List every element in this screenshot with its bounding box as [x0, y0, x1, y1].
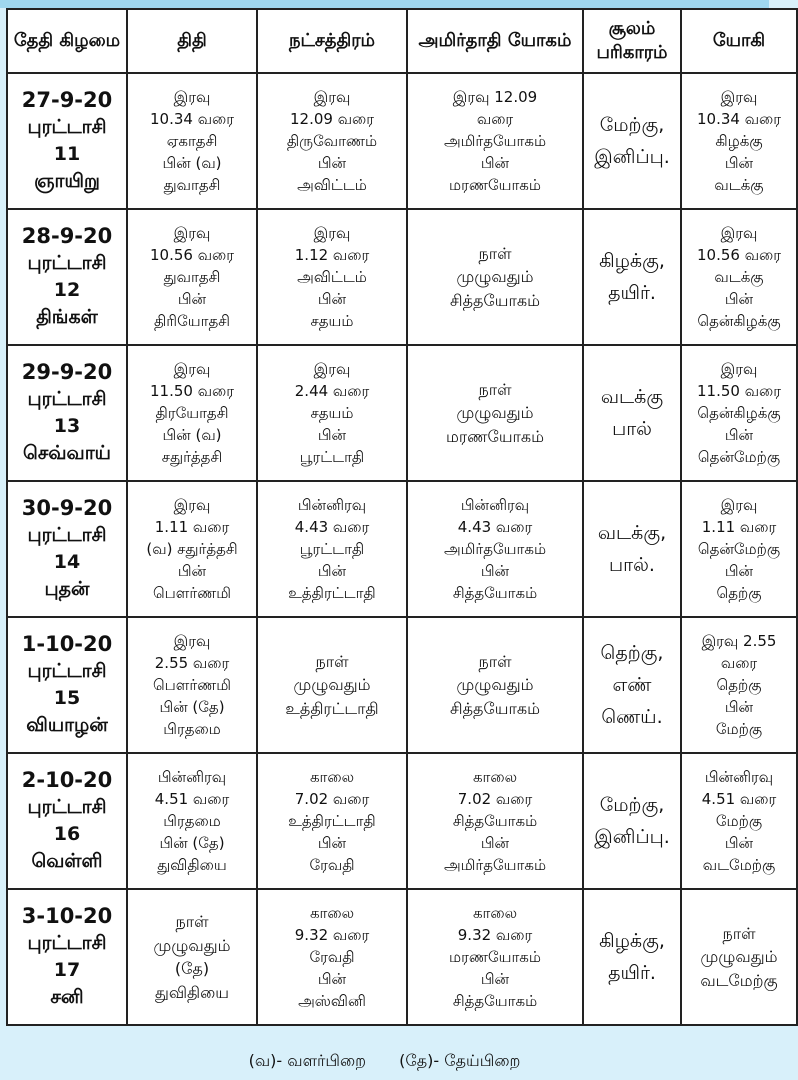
- nakshatram-cell-line: நாள்: [315, 651, 349, 671]
- yogi-cell-line: பின்னிரவு: [704, 768, 774, 786]
- thithi-cell-line: பிரதமை: [163, 720, 221, 738]
- yogam-cell: [407, 73, 583, 209]
- table-row: [7, 617, 797, 753]
- panchangam-table-container: [6, 8, 781, 1042]
- date-cell-line: புரட்டாசி: [27, 252, 107, 274]
- yogam-cell-line: பின்: [480, 154, 510, 172]
- yogi-cell: [681, 889, 797, 1025]
- thithi-cell-line: திரயோதசி: [155, 404, 229, 422]
- thithi-cell-line: திரியோதசி: [154, 312, 230, 330]
- yogam-cell-line: முழுவதும்: [456, 403, 534, 423]
- yogi-cell-line: பின்: [724, 698, 754, 716]
- yogam-cell-line: சித்தயோகம்: [452, 584, 538, 602]
- yogam-cell-line: சித்தயோகம்: [452, 992, 538, 1010]
- date-cell-line: வியாழன்: [26, 714, 108, 736]
- date-cell-line: புரட்டாசி: [27, 932, 107, 954]
- date-cell-line: 11: [53, 143, 81, 165]
- yogi-cell-line: 1.11 வரை: [701, 518, 777, 536]
- thithi-cell-line: இரவு: [173, 632, 211, 650]
- yogi-cell-line: பின்: [724, 562, 754, 580]
- table-row: [7, 345, 797, 481]
- date-cell: [7, 73, 127, 209]
- yogi-cell-line: பின்: [724, 290, 754, 308]
- nakshatram-cell-line: இரவு: [313, 360, 351, 378]
- nakshatram-cell: [257, 617, 407, 753]
- date-cell-line: வெள்ளி: [31, 850, 103, 872]
- nakshatram-cell-line: அவிட்டம்: [297, 268, 367, 286]
- thithi-cell-line: இரவு: [173, 88, 211, 106]
- date-cell-line: 15: [53, 687, 81, 709]
- yogi-cell-line: வடக்கு: [714, 268, 764, 286]
- nakshatram-cell: [257, 209, 407, 345]
- sulam-cell-line: தயிர்.: [608, 962, 656, 984]
- thithi-cell-line: இரவு: [173, 360, 211, 378]
- yogi-cell: [681, 209, 797, 345]
- nakshatram-cell-line: அஸ்வினி: [298, 992, 366, 1010]
- thithi-cell-line: 10.34 வரை: [149, 110, 234, 128]
- yogi-cell-line: கிழக்கு: [715, 132, 763, 150]
- sulam-cell-line: இனிப்பு.: [594, 146, 670, 168]
- date-cell-line: 29-9-20: [21, 360, 113, 384]
- date-cell-line: 3-10-20: [21, 904, 113, 928]
- yogam-cell: [407, 617, 583, 753]
- thithi-cell-line: பின்: [177, 290, 207, 308]
- thithi-cell: [127, 753, 257, 889]
- thithi-cell-line: 1.11 வரை: [154, 518, 230, 536]
- table-row: [7, 481, 797, 617]
- date-cell-line: புரட்டாசி: [27, 116, 107, 138]
- nakshatram-cell-line: 4.43 வரை: [294, 518, 370, 536]
- yogam-cell-line: பின்: [480, 562, 510, 580]
- sulam-cell-line: இனிப்பு.: [594, 826, 670, 848]
- sulam-cell-line: எண்: [612, 674, 652, 696]
- table-row: [7, 753, 797, 889]
- sulam-cell: [583, 617, 681, 753]
- yogi-cell-line: இரவு: [720, 224, 758, 242]
- thithi-cell-line: 4.51 வரை: [154, 790, 230, 808]
- thithi-cell-line: பின் (தே): [159, 698, 225, 716]
- nakshatram-cell: [257, 753, 407, 889]
- thithi-cell-line: துவிதியை: [154, 982, 230, 1002]
- nakshatram-cell-line: 1.12 வரை: [294, 246, 370, 264]
- yogam-cell-line: காலை: [472, 768, 518, 786]
- table-body: [7, 73, 797, 1025]
- yogi-cell-line: மேற்கு: [715, 812, 763, 830]
- date-cell-line: 30-9-20: [21, 496, 113, 520]
- date-cell-line: புரட்டாசி: [27, 660, 107, 682]
- date-cell-line: 16: [53, 823, 81, 845]
- thithi-cell: [127, 345, 257, 481]
- yogi-cell-line: பின்: [724, 834, 754, 852]
- nakshatram-cell-line: பின்: [317, 562, 347, 580]
- yogam-cell-line: மரணயோகம்: [445, 426, 545, 446]
- date-cell: [7, 889, 127, 1025]
- date-cell-line: 28-9-20: [21, 224, 113, 248]
- yogi-cell-line: வரை: [720, 654, 758, 672]
- yogi-cell-line: தென்கிழக்கு: [697, 404, 781, 422]
- yogam-cell-line: இரவு 12.09: [452, 88, 538, 106]
- nakshatram-cell-line: சதயம்: [310, 312, 354, 330]
- yogam-cell-line: நாள்: [478, 243, 512, 263]
- yogi-cell-line: 11.50 வரை: [696, 382, 781, 400]
- yogi-cell-line: தெற்கு: [716, 676, 762, 694]
- yogam-cell-line: 4.43 வரை: [457, 518, 533, 536]
- sulam-cell: [583, 481, 681, 617]
- yogi-cell-line: வடக்கு: [714, 176, 764, 194]
- thithi-cell-line: பௌர்ணமி: [152, 584, 232, 602]
- yogi-cell-line: வடமேற்கு: [700, 970, 778, 990]
- yogam-cell-line: சித்தயோகம்: [450, 290, 540, 310]
- date-cell: [7, 617, 127, 753]
- thithi-cell: [127, 73, 257, 209]
- nakshatram-cell-line: காலை: [309, 904, 355, 922]
- sulam-cell-line: கிழக்கு,: [599, 930, 665, 952]
- date-cell-line: 1-10-20: [21, 632, 113, 656]
- yogi-cell-line: இரவு: [720, 88, 758, 106]
- yogam-cell-line: முழுவதும்: [456, 267, 534, 287]
- date-cell-line: புரட்டாசி: [27, 796, 107, 818]
- nakshatram-cell-line: உத்திரட்டாதி: [285, 698, 379, 718]
- date-cell-line: புரட்டாசி: [27, 524, 107, 546]
- nakshatram-cell-line: முழுவதும்: [293, 675, 371, 695]
- sulam-cell: [583, 889, 681, 1025]
- sulam-cell-line: வடக்கு,: [597, 522, 667, 544]
- yogam-cell-line: அமிர்தயோகம்: [443, 540, 547, 558]
- yogi-cell-line: நாள்: [722, 923, 756, 943]
- thithi-cell-line: முழுவதும்: [153, 935, 231, 955]
- date-cell-line: 2-10-20: [21, 768, 113, 792]
- yogam-cell: [407, 209, 583, 345]
- header-yogam: அமிர்தாதி யோகம்: [407, 9, 583, 73]
- nakshatram-cell: [257, 73, 407, 209]
- nakshatram-cell-line: பின்: [317, 154, 347, 172]
- legend-theipirai: (தே)- தேய்பிறை: [399, 1051, 521, 1070]
- table-row: [7, 73, 797, 209]
- thithi-cell-line: துவாதசி: [163, 176, 221, 194]
- date-cell-line: 14: [53, 551, 81, 573]
- yogam-cell-line: மரணயோகம்: [449, 948, 541, 966]
- date-cell-line: 17: [53, 959, 81, 981]
- yogam-cell-line: நாள்: [478, 651, 512, 671]
- nakshatram-cell-line: ரேவதி: [309, 856, 355, 874]
- header-sulam: சூலம் பரிகாரம்: [583, 9, 681, 73]
- yogi-cell-line: இரவு 2.55: [701, 632, 777, 650]
- legend-valarpirai: (வ)- வளர்பிறை: [248, 1051, 367, 1070]
- date-cell-line: 12: [53, 279, 81, 301]
- thithi-cell-line: துவிதியை: [157, 856, 227, 874]
- nakshatram-cell-line: பின்: [317, 970, 347, 988]
- nakshatram-cell-line: காலை: [309, 768, 355, 786]
- yogi-cell: [681, 481, 797, 617]
- panchangam-table: [6, 8, 798, 1026]
- nakshatram-cell-line: உத்திரட்டாதி: [288, 812, 376, 830]
- yogi-cell-line: தென்மேற்கு: [697, 448, 781, 466]
- yogam-cell-line: நாள்: [478, 379, 512, 399]
- yogam-cell-line: அமிர்தயோகம்: [443, 132, 547, 150]
- nakshatram-cell-line: ரேவதி: [309, 948, 355, 966]
- date-cell-line: 27-9-20: [21, 88, 113, 112]
- thithi-cell: [127, 889, 257, 1025]
- thithi-cell-line: பின்னிரவு: [157, 768, 227, 786]
- sulam-cell-line: மேற்கு,: [599, 794, 665, 816]
- thithi-cell-line: (வ) சதுர்த்தசி: [146, 540, 238, 558]
- yogi-cell-line: இரவு: [720, 496, 758, 514]
- yogi-cell-line: பின்: [724, 154, 754, 172]
- top-band: [0, 0, 769, 8]
- header-thithi: திதி: [127, 9, 257, 73]
- thithi-cell-line: சதுர்த்தசி: [161, 448, 223, 466]
- yogi-cell-line: தென்கிழக்கு: [697, 312, 781, 330]
- sulam-cell-line: கிழக்கு,: [599, 250, 665, 272]
- date-cell: [7, 753, 127, 889]
- thithi-cell-line: பௌர்ணமி: [152, 676, 232, 694]
- thithi-cell: [127, 209, 257, 345]
- thithi-cell-line: ஏகாதசி: [166, 132, 218, 150]
- nakshatram-cell-line: பின்: [317, 834, 347, 852]
- yogam-cell-line: 9.32 வரை: [457, 926, 533, 944]
- yogam-cell-line: அமிர்தயோகம்: [443, 856, 547, 874]
- thithi-cell-line: இரவு: [173, 496, 211, 514]
- sulam-cell-line: பால்: [612, 418, 652, 440]
- sulam-cell-line: பால்.: [609, 554, 655, 576]
- nakshatram-cell-line: பின்: [317, 426, 347, 444]
- nakshatram-cell-line: பூரட்டாதி: [299, 540, 365, 558]
- yogam-cell-line: பின்: [480, 970, 510, 988]
- nakshatram-cell-line: 9.32 வரை: [294, 926, 370, 944]
- nakshatram-cell-line: இரவு: [313, 88, 351, 106]
- header-nakshatram: நட்சத்திரம்: [257, 9, 407, 73]
- yogi-cell-line: தெற்கு: [716, 584, 762, 602]
- nakshatram-cell: [257, 481, 407, 617]
- header-date: தேதி கிழமை: [7, 9, 127, 73]
- yogam-cell-line: சித்தயோகம்: [450, 698, 540, 718]
- nakshatram-cell-line: பூரட்டாதி: [299, 448, 365, 466]
- yogi-cell-line: முழுவதும்: [700, 947, 778, 967]
- nakshatram-cell-line: திருவோணம்: [286, 132, 378, 150]
- sulam-cell-line: தெற்கு,: [600, 642, 664, 664]
- thithi-cell-line: நாள்: [175, 912, 209, 931]
- thithi-cell-line: 10.56 வரை: [149, 246, 234, 264]
- sulam-cell-line: வடக்கு: [600, 386, 664, 408]
- yogi-cell-line: 10.56 வரை: [696, 246, 781, 264]
- legend-footer: [0, 1042, 769, 1080]
- table-row: [7, 889, 797, 1025]
- yogi-cell: [681, 73, 797, 209]
- yogam-cell: [407, 345, 583, 481]
- date-cell-line: 13: [53, 415, 81, 437]
- date-cell-line: ஞாயிறு: [34, 170, 100, 192]
- thithi-cell-line: 2.55 வரை: [154, 654, 230, 672]
- thithi-cell-line: பின்: [177, 562, 207, 580]
- yogam-cell: [407, 889, 583, 1025]
- yogam-cell-line: சித்தயோகம்: [452, 812, 538, 830]
- yogi-cell-line: தென்மேற்கு: [697, 540, 781, 558]
- yogi-cell-line: இரவு: [720, 360, 758, 378]
- date-cell: [7, 345, 127, 481]
- yogam-cell: [407, 481, 583, 617]
- yogam-cell-line: வரை: [476, 110, 514, 128]
- yogi-cell: [681, 345, 797, 481]
- date-cell: [7, 481, 127, 617]
- header-yogi: யோகி: [681, 9, 797, 73]
- yogam-cell-line: 7.02 வரை: [457, 790, 533, 808]
- date-cell-line: புதன்: [44, 578, 90, 600]
- nakshatram-cell-line: உத்திரட்டாதி: [288, 584, 376, 602]
- nakshatram-cell-line: அவிட்டம்: [297, 176, 367, 194]
- header-row: [7, 9, 797, 73]
- yogam-cell-line: பின்னிரவு: [460, 496, 530, 514]
- yogi-cell-line: 4.51 வரை: [701, 790, 777, 808]
- thithi-cell: [127, 617, 257, 753]
- yogi-cell-line: வடமேற்கு: [702, 856, 776, 874]
- sulam-cell-line: ணெய்.: [601, 706, 663, 728]
- thithi-cell-line: பின் (வ): [162, 426, 222, 444]
- nakshatram-cell-line: பின்னிரவு: [297, 496, 367, 514]
- sulam-cell-line: தயிர்.: [608, 282, 656, 304]
- yogi-cell-line: மேற்கு: [715, 720, 763, 738]
- thithi-cell-line: பின் (தே): [159, 834, 225, 852]
- date-cell-line: புரட்டாசி: [27, 388, 107, 410]
- nakshatram-cell-line: இரவு: [313, 224, 351, 242]
- yogam-cell-line: மரணயோகம்: [449, 176, 541, 194]
- sulam-cell: [583, 209, 681, 345]
- thithi-cell-line: துவாதசி: [163, 268, 221, 286]
- thithi-cell-line: 11.50 வரை: [149, 382, 234, 400]
- thithi-cell-line: இரவு: [173, 224, 211, 242]
- thithi-cell: [127, 481, 257, 617]
- table-row: [7, 209, 797, 345]
- sulam-cell-line: மேற்கு,: [599, 114, 665, 136]
- thithi-cell-line: பின் (வ): [162, 154, 222, 172]
- nakshatram-cell: [257, 889, 407, 1025]
- nakshatram-cell-line: பின்: [317, 290, 347, 308]
- date-cell-line: திங்கள்: [36, 306, 98, 328]
- nakshatram-cell-line: 2.44 வரை: [294, 382, 370, 400]
- nakshatram-cell-line: 12.09 வரை: [289, 110, 374, 128]
- sulam-cell: [583, 73, 681, 209]
- yogam-cell-line: காலை: [472, 904, 518, 922]
- date-cell: [7, 209, 127, 345]
- yogi-cell: [681, 753, 797, 889]
- sulam-cell: [583, 345, 681, 481]
- nakshatram-cell-line: 7.02 வரை: [294, 790, 370, 808]
- yogi-cell: [681, 617, 797, 753]
- date-cell-line: செவ்வாய்: [23, 442, 111, 464]
- sulam-cell: [583, 753, 681, 889]
- thithi-cell-line: (தே): [174, 959, 210, 978]
- yogam-cell-line: பின்: [480, 834, 510, 852]
- thithi-cell-line: பிரதமை: [163, 812, 221, 830]
- yogi-cell-line: 10.34 வரை: [696, 110, 781, 128]
- yogam-cell: [407, 753, 583, 889]
- nakshatram-cell: [257, 345, 407, 481]
- date-cell-line: சனி: [50, 986, 84, 1008]
- yogi-cell-line: பின்: [724, 426, 754, 444]
- nakshatram-cell-line: சதயம்: [310, 404, 354, 422]
- yogam-cell-line: முழுவதும்: [456, 675, 534, 695]
